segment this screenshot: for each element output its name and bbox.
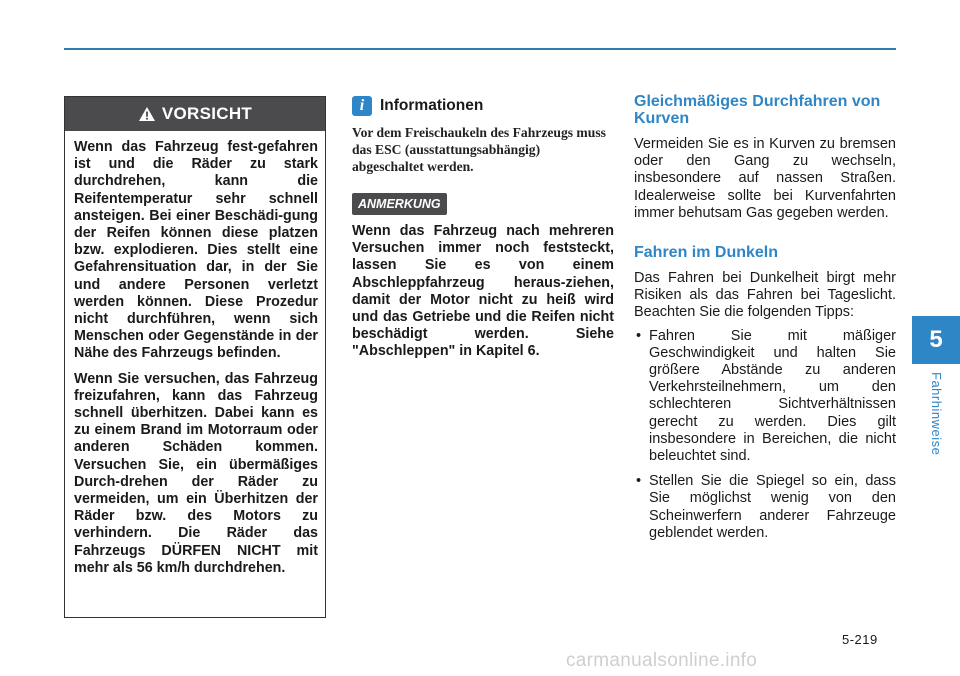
info-header	[352, 96, 483, 116]
chapter-tab[interactable]: 5	[912, 316, 960, 364]
caution-header	[65, 97, 325, 131]
caution-paragraph: Wenn das Fahrzeug fest-gefahren ist und die Räder zu stark durchdrehen, kann die Reifentemperatur sehr schnell ansteigen. Bei einer Beschädi-gung der Reifen können diese platzen bzw. explodieren. Dies stellt eine Gefahrensituation dar, in der Sie und andere Personen verletzt werden können. Diese Prozedur nicht durchführen, wenn sich Menschen oder Gegenstände in der Nähe des Fahrzeugs befinden.	[74, 139, 318, 362]
section-heading-curves: Gleichmäßiges Durchfahren von Kurven	[634, 93, 881, 127]
right-column	[634, 93, 896, 550]
chapter-label: Fahrhinweise	[929, 372, 944, 456]
caution-box	[64, 96, 326, 618]
warning-triangle-icon	[138, 106, 156, 122]
header-rule	[64, 48, 896, 50]
caution-title: VORSICHT	[161, 104, 253, 123]
note-text: Wenn das Fahrzeug nach mehreren Versuchen immer noch feststeckt, lassen Sie es von einem Abschleppfahrzeug heraus-ziehen, damit der Motor nicht zu heiß wird und das Getriebe und die Reifen nicht beschädigt werden. Siehe "Abschleppen" in Kapitel 6.	[352, 223, 614, 360]
section-text-curves: Vermeiden Sie es in Kurven zu bremsen oder den Gang zu wechseln, insbesondere auf nassen Straßen. Idealerweise sollte bei Kurvenfahrten immer behutsam Gas gegeben werden.	[634, 136, 896, 221]
watermark: carmanualsonline.info	[566, 650, 758, 671]
caution-body	[65, 131, 325, 577]
section-intro-dark: Das Fahren bei Dunkelheit birgt mehr Risiken als das Fahren bei Tageslicht. Beachten Sie die folgenden Tipps:	[634, 270, 896, 321]
note-badge: ANMERKUNG	[352, 193, 447, 215]
caution-paragraph: Wenn Sie versuchen, das Fahrzeug freizufahren, kann das Fahrzeug schnell überhitzen. Dabei kann es zu einem Brand im Motorraum oder anderen Schäden kommen. Versuchen Sie, ein übermäßiges Durch-drehen der Räder zu vermeiden, um ein Überhitzen der Räder bzw. des Motors zu verhindern. Die Räder das Fahrzeugs DÜRFEN NICHT mit mehr als 56 km/h durchdrehen.	[74, 370, 318, 576]
info-title: Informationen	[380, 97, 484, 114]
info-text: Vor dem Freischaukeln des Fahrzeugs muss das ESC (ausstattungsabhängig) abgeschaltet werden.	[352, 125, 606, 174]
page-number: 5-219	[842, 632, 878, 647]
list-item: • Fahren Sie mit mäßiger Geschwindigkeit und halten Sie größere Abstände zu anderen Verkehrsteilnehmern, um den schlechteren Sichtverhältnissen gerecht zu werden. Dies gilt insbesondere in Bereichen, die nicht beleuchtet sind.	[634, 328, 896, 466]
list-item: • Stellen Sie die Spiegel so ein, dass Sie möglichst wenig von den Scheinwerfern anderer Fahrzeuge geblendet werden.	[634, 473, 896, 542]
section-heading-dark: Fahren im Dunkeln	[634, 244, 779, 262]
tips-list	[634, 328, 896, 542]
info-icon: i	[352, 96, 372, 116]
